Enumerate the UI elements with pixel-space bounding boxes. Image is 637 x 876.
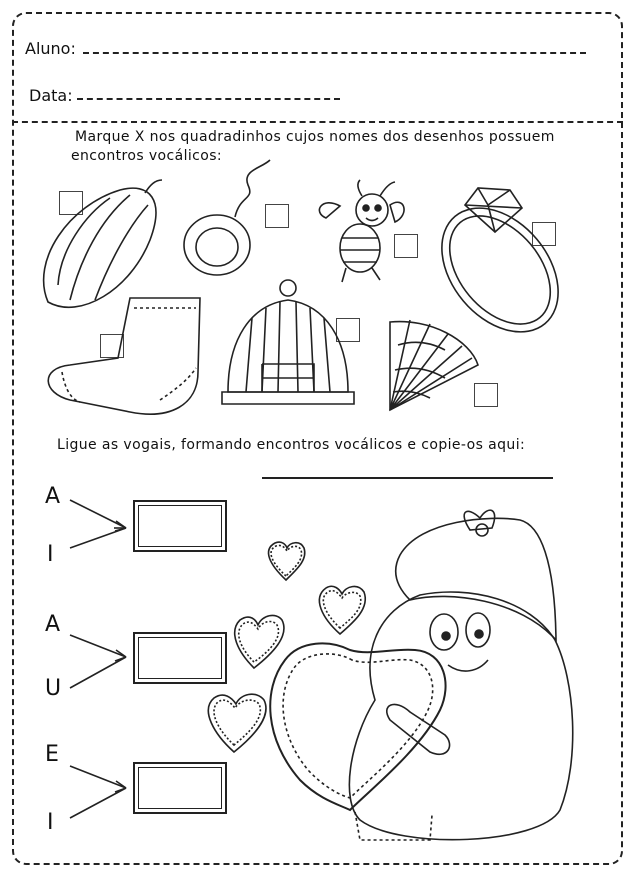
answer-box-group3[interactable]: [133, 762, 227, 814]
diamond-ring-picture: [418, 186, 582, 355]
answer-box-group1[interactable]: [133, 500, 227, 552]
exercise1-instruction-line2: encontros vocálicos:: [71, 148, 223, 164]
exercise2-instruction: Ligue as vogais, formando encontros vocálicos e copie-os aqui:: [57, 437, 526, 453]
date-label: Data:: [29, 86, 73, 105]
girl-with-heart-picture: [270, 510, 573, 840]
bee-picture: [319, 180, 404, 282]
sock-picture: [48, 298, 200, 414]
cacao-pod-picture: [44, 180, 162, 307]
vowel-u-group2[interactable]: U: [45, 676, 62, 701]
answer-box-group2[interactable]: [133, 632, 227, 684]
vowel-e-group3[interactable]: E: [45, 742, 59, 767]
vowel-a-group1[interactable]: A: [45, 484, 61, 509]
ring-donut-picture: [184, 160, 270, 275]
vowel-i-group1[interactable]: I: [47, 542, 54, 567]
hand-fan-picture: [390, 320, 478, 410]
student-label: Aluno:: [25, 39, 76, 58]
exercise1-instruction-line1: Marque X nos quadradinhos cujos nomes dos desenhos possuem: [75, 129, 555, 145]
vowel-i-group3[interactable]: I: [47, 810, 54, 835]
birdcage-picture: [222, 280, 354, 404]
vowel-a-group2[interactable]: A: [45, 612, 61, 637]
